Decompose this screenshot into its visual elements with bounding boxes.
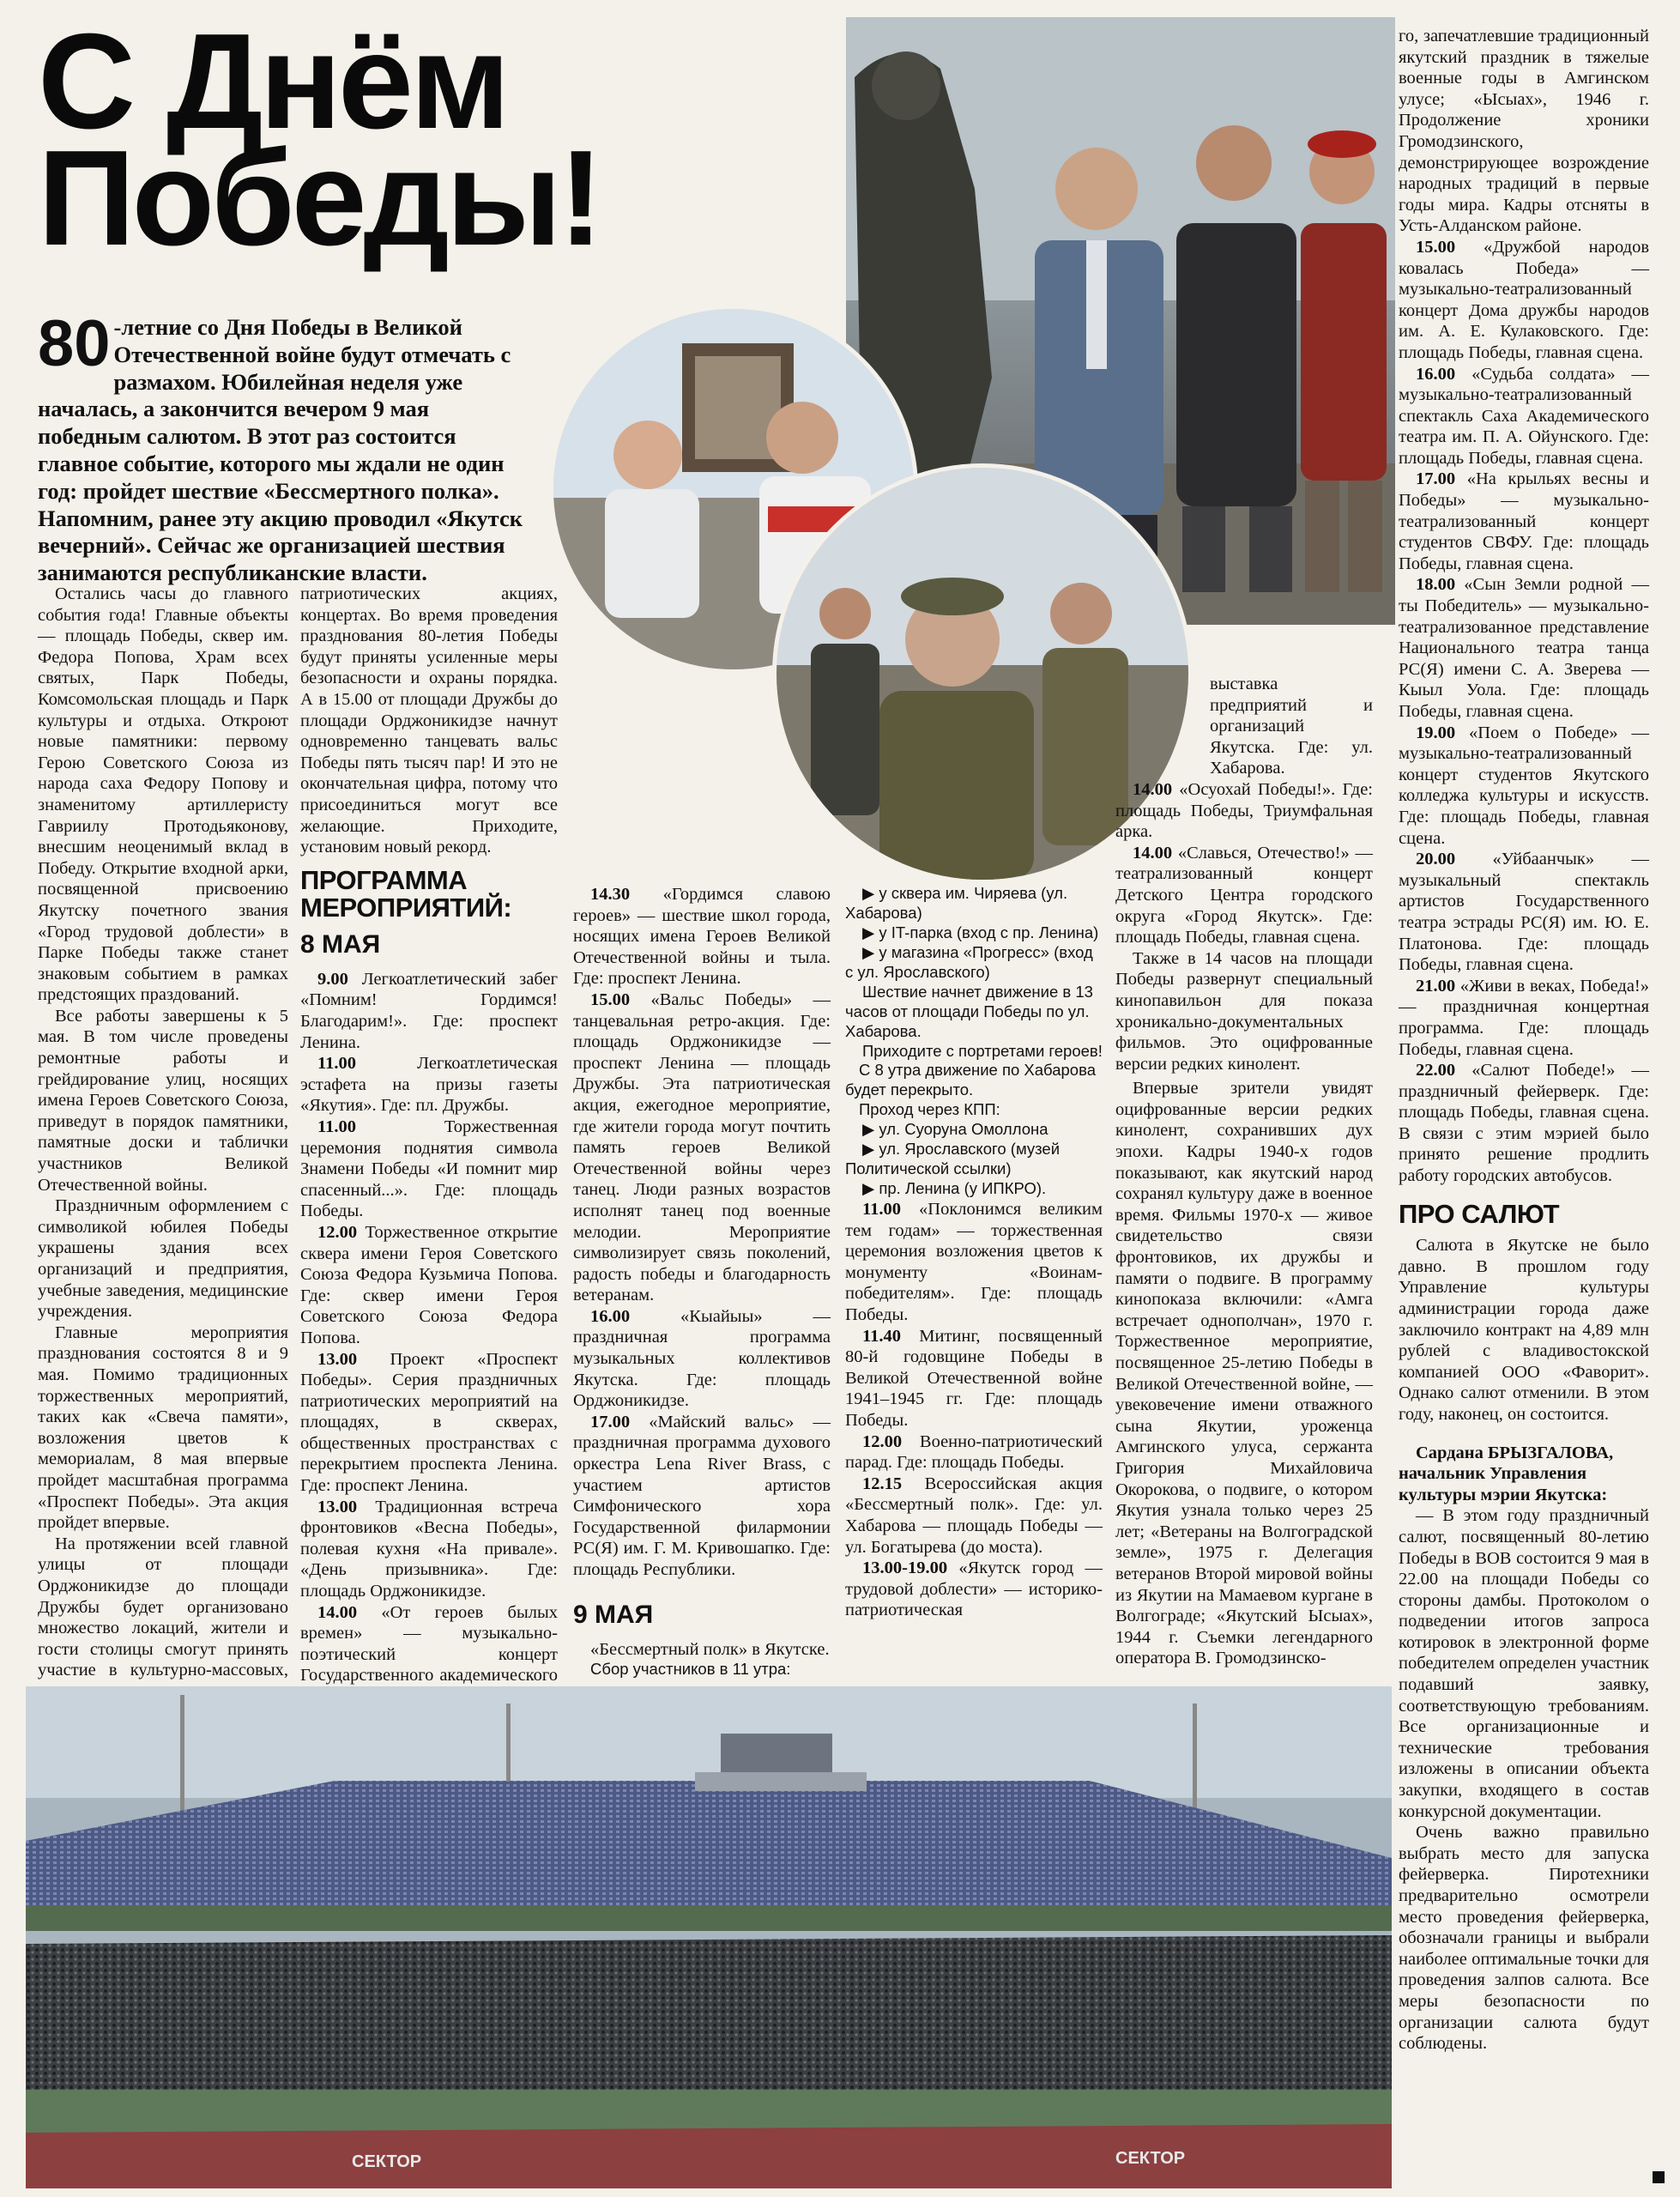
- col1-paragraph: Главные мероприятия празднования состоятся 8 и 9 мая. Помимо традиционных торжественных мероприятий, таких как «Свеча памяти», возложения цветов к мемориалам, 8 мая впервые пройдет масштабная программа «Проспект Победы». Эта акция пройдет впервые.: [38, 1322, 288, 1533]
- route-portraits: Приходите с портретами героев!: [862, 1041, 1103, 1060]
- salute-paragraph: — В этом году праздничный салют, посвященный 80-летию Победы в ВОВ состоится 9 мая в 22.00 на площади Победы со стороны дамбы. Протоколом о подведении итогов запроса котировок в электронной форме победителем определен участник подавший заявку, соответствующую требованиям. Все организационные и технические требования изложены в описании объекта закупки, входящего в состав конкурсной документации.: [1399, 1506, 1649, 1821]
- gather-point: ▶ у сквера им. Чиряева (ул. Хабарова): [845, 884, 1068, 922]
- gather-title: Сбор участников в 11 утра:: [590, 1660, 791, 1679]
- column-2: [300, 584, 558, 1792]
- gather-point: ▶ у магазина «Прогресс» (вход с ул. Ярославского): [845, 942, 1093, 981]
- event-item: 12.15 Всероссийская акция «Бессмертный полк». Где: ул. Хабарова — площадь Победы — ул. Богатырева (до моста).: [845, 1474, 1103, 1557]
- column-3: [573, 884, 831, 1680]
- event-item: 20.00 «Уйбаанчык» — музыкальный спектакль артистов Государственного театра эстрады РС(Я) им. Ю. Е. Платонова. Где: площадь Победы, главная сцена.: [1399, 850, 1650, 975]
- may9-title: 9 МАЯ: [573, 1600, 654, 1629]
- event-item: 14.00 «Осуохай Победы!». Где: площадь Победы, Триумфальная арка.: [1115, 779, 1373, 842]
- end-mark: [1653, 2171, 1665, 2183]
- stadium-sign: СЕКТОР: [1115, 2149, 1186, 2168]
- headline: С Днём Победы!: [38, 6, 601, 274]
- col6-intro: го, запечатлевшие традиционный якутский праздник в тяжелые военные годы в Амгинском улусе; «Ысыах», 1946 г. Продолжение хроники Громодзинского, демонстрирующее возрождение народных традиций в первые годы мира. Кадры отсняты в Усть-Алданском районе.: [1399, 27, 1649, 236]
- route-start: Шествие начнет движение в 13 часов от площади Победы по ул. Хабарова.: [845, 982, 1093, 1040]
- event-item: 21.00 «Живи в веках, Победа!» — праздничная концертная программа. Где: площадь Победы, главная сцена.: [1399, 976, 1650, 1059]
- event-item: 9.00 Легкоатлетический забег «Помним! Гордимся! Благодарим!». Где: проспект Ленина.: [300, 969, 558, 1052]
- photo-stadium: [26, 1686, 1392, 2188]
- triangle-icon: ▶: [862, 884, 875, 902]
- stadium-illustration: [26, 1686, 1392, 2188]
- event-item: 18.00 «Сын Земли родной — ты Победитель» — музыкально-театрализованное представление Национального театра танца РС(Я) имени С. А. Зверева — Кыыл Уола. Где: площадь Победы, главная сцена.: [1399, 575, 1649, 721]
- column-6: [1399, 26, 1649, 2055]
- event-item: 13.00 Традиционная встреча фронтовиков «Весна Победы», полевая кухня «На привале». «День призывника». Где: площадь Орджоникидзе.: [300, 1497, 558, 1601]
- column-5: [1115, 674, 1373, 1669]
- column-4: [845, 884, 1103, 1621]
- salute-paragraph: Очень важно правильно выбрать место для запуска фейерверка. Пиротехники предварительно осмотрели место проведения фейерверка, обозначали границы и выбрали наиболее оптимальные точки для проведения залпов салюта. Все меры безопасности по организации салюта будут соблюдены.: [1399, 1823, 1649, 2054]
- salute-paragraph: Салюта в Якутске не было давно. В прошлом году Управление культуры администрации города даже заключило контракт на 4,89 млн рублей с владивостокской компанией ООО «Фаворит». Однако салют отменили. В этом году, наконец, он состоится.: [1399, 1236, 1649, 1424]
- col5-intro: выставка предприятий и организаций Якутска. Где: ул. Хабарова.: [1210, 675, 1373, 778]
- event-item: 14.00 «Славься, Отечество!» — театрализованный концерт Детского Центра городского округа «Город Якутск». Где: площадь Победы, главная сцена.: [1115, 843, 1373, 947]
- kpp-point: ▶ ул. Ярославского (музей Политической ссылки): [845, 1140, 1061, 1178]
- kpp-point: ▶ пр. Ленина (у ИПКРО).: [862, 1179, 1047, 1198]
- event-item: 11.00 Легкоатлетическая эстафета на призы газеты «Якутия». Где: пл. Дружбы.: [300, 1054, 558, 1116]
- route-closed: С 8 утра движение по Хабарова будет перекрыто.: [845, 1061, 1096, 1099]
- event-item: 13.00-19.00 «Якутск город — трудовой доблести» — историко-патриотическая: [845, 1558, 1103, 1620]
- route-block: [845, 884, 1103, 1199]
- lead-text: -летние со Дня Победы в Великой Отечественной войне будут отмечать с размахом. Юбилейная неделя уже началась, а закончится вечером 9 мая победным салютом. В этот раз состоится главное событие, которого мы ждали не один год: пройдет шествие «Бессмертного полка». Напомним, ранее эту акцию проводил «Якутск вечерний». Сейчас же организацией шествия занимаются республиканские власти.: [38, 314, 523, 586]
- event-item: 19.00 «Поем о Победе» — музыкально-театрализованный концерт студентов Якутского колледжа культуры и искусств. Где: площадь Победы, главная сцена.: [1399, 723, 1649, 848]
- event-item: 17.00 «На крыльях весны и Победы» — музыкально-театрализованный концерт студентов СВФУ. Где: площадь Победы, главная сцена.: [1399, 469, 1649, 573]
- col5-paragraph: Впервые зрители увидят оцифрованные версии редких кинолент, сохранивших дух эпохи. Кадры 1940-х годов показывают, как якутский народ сохранял культуру даже в военное время. Фильмы 1970-х — живое свидетельство связи фронтовиков, их дружбы и памяти о подвиге. В программу кинопоказа включили: «Амга встречает однополчан», 1970 г. Торжественное мероприятие, посвященное 25-летию Победы в Великой Отечественной войне, — увековечение имени отважного сына Якутии, уроженца Амгинского улуса, сержанта Григория Михайловича Окорокова, о подвиге, о котором Якутия узнала только через 25 лет; «Ветераны на Волгоградской земле», 1975 г. Делегация ветеранов Второй мировой войны из Якутии на Мамаевом кургане в Волгограде; «Якутский Ысыах», 1944 г. Съемки легендарного оператора В. Громодзинско-: [1115, 1079, 1373, 1668]
- triangle-icon: ▶: [862, 1120, 875, 1139]
- may9-intro: «Бессмертный полк» в Якутске.: [590, 1639, 830, 1659]
- event-item: 11.40 Митинг, посвященный 80-й годовщине Победы в Великой Отечественной войне 1941–1945 гг. Где: площадь Победы.: [845, 1326, 1103, 1430]
- column-1: [38, 584, 288, 1702]
- event-item: 16.00 «Судьба солдата» — музыкально-театрализованный спектакль Саха Академического театра им. П. А. Ойунского. Где: площадь Победы, главная сцена.: [1399, 364, 1650, 468]
- kpp-point: ▶ ул. Суоруна Омоллона: [862, 1120, 1048, 1139]
- gather-point: ▶ у IT-парка (вход с пр. Ленина): [862, 923, 1099, 941]
- event-item: 22.00 «Салют Победе!» — праздничный фейерверк. Где: площадь Победы, главная сцена. В связи с этим мэрией было принято решение продлить работу городских автобусов.: [1399, 1061, 1649, 1186]
- event-item: 11.00 «Поклонимся великим тем годам» — торжественная церемония возложения цветов к монументу «Воинам-победителям». Где: площадь Победы.: [845, 1200, 1103, 1324]
- event-item: 12.00 Военно-патриотический парад. Где: площадь Победы.: [845, 1431, 1103, 1473]
- event-item: 15.00 «Дружбой народов ковалась Победа» — музыкально-театрализованный концерт Дома дружбы народов им. А. Е. Кулаковского. Где: площадь Победы, главная сцена.: [1399, 237, 1650, 362]
- col1-paragraph: Остались часы до главного события года! Главные объекты — площадь Победы, сквер им. Федора Попова, Храм всех святых, Парк Победы, Комсомольская площадь и Парк культуры и отдыха. Откроют новые памятники: первому Герою Советского Союза из народа саха Федору Попову и знаменитому артиллеристу Гавриилу Протодьяконову, внесшим неоценимый вклад в Победу. Открытие входной арки, посвященной присвоению Якутску почетного звания «Город трудовой доблести» в Парке Победы также станет знаковым событием в рамках предстоящих праздований.: [38, 584, 288, 1005]
- col2-intro: патриотических акциях, концертах. Во время проведения празднования 80-летия Победы будут приняты усиленные меры безопасности и охраны порядка. А в 15.00 от площади Дружбы до площади Орджоникидзе начнут одновременно танцевать вальс Победы пять тысяч пар! И это не окончательная цифра, потому что присоединиться могут все желающие. Приходите, установим новый рекорд.: [300, 584, 558, 857]
- col1-paragraph: Все работы завершены к 5 мая. В том числе проведены ремонтные работы и грейдирование улиц, носящих имена Героев Советского Союза, приведут в порядок памятники, памятные доски и таблички участников Великой Отечественной войны.: [38, 1006, 288, 1195]
- lead-number: 80: [38, 307, 111, 380]
- event-item: 15.00 «Вальс Победы» — танцевальная ретро-акция. Где: площадь Орджоникидзе — проспект Ленина — площадь Дружбы. Эта патриотическая акция, ежегодное мероприятие, где жители города могут почтить память героев Великой Отечественной войны через танец. Люди разных возрастов исполнят танец под военные мелодии. Мероприятие символизирует связь поколений, радость победы и благодарность ветеранам.: [573, 990, 831, 1305]
- kpp-title: Проход через КПП:: [859, 1100, 1000, 1119]
- event-item: 12.00 Торжественное открытие сквера имени Героя Советского Союза Федора Кузьмича Попова. Где: сквер имени Героя Советского Союза Федора Попова.: [300, 1222, 558, 1347]
- col1-paragraph: На протяжении всей главной улицы от площади Орджоникидзе до площади Дружбы будет организовано множество локаций, жители и гости столицы смогут принять участие в культурно-массовых,: [38, 1534, 288, 1680]
- salute-title: ПРО САЛЮТ: [1399, 1198, 1560, 1229]
- col5-paragraph: Также в 14 часов на площади Победы развернут специальный кинопавильон для показа хроникально-документальных фильмов. Это оцифрованные версии редких кинолент.: [1115, 948, 1373, 1074]
- lead-paragraph: [38, 307, 534, 587]
- event-item: 14.00 «От героев былых времен» — музыкально-поэтический концерт Государственного академического: [300, 1602, 558, 1686]
- event-item: 14.30 «Гордимся славою героев» — шествие школ города, носящих имена Героев Великой Отечественной войны и тыла. Где: проспект Ленина.: [573, 885, 831, 989]
- event-item: 16.00 «Кыайыы» — праздничная программа музыкальных коллективов Якутска. Где: площадь Орджоникидзе.: [573, 1306, 831, 1411]
- triangle-icon: ▶: [862, 923, 875, 941]
- col1-paragraph: Праздничным оформлением с символикой юбилея Победы украшены здания всех организаций и предприятия, учебные заведения, медицинские учреждения.: [38, 1196, 288, 1322]
- event-item: 11.00 Торжественная церемония поднятия символа Знамени Победы «И помнит мир спасенный...». Где: площадь Победы.: [300, 1117, 558, 1221]
- may8-title: 8 МАЯ: [300, 929, 381, 959]
- program-title: ПРОГРАММА МЕРОПРИЯТИЙ:: [300, 864, 512, 923]
- stadium-sign: СЕКТОР: [352, 2152, 422, 2171]
- event-item: 13.00 Проект «Проспект Победы». Серия праздничных патриотических мероприятий на площадях, в скверах, общественных пространствах с перекрытием проспекта Ленина. Где: проспект Ленина.: [300, 1349, 558, 1496]
- signature: Сардана БРЫЗГАЛОВА, начальник Управления культуры мэрии Якутска:: [1399, 1443, 1614, 1504]
- triangle-icon: ▶: [862, 942, 875, 961]
- triangle-icon: ▶: [862, 1179, 875, 1198]
- triangle-icon: ▶: [862, 1140, 875, 1159]
- event-item: 17.00 «Майский вальс» — праздничная программа духового оркестра Lena River Brass, с участием артистов Симфонического хора Государственной филармонии РС(Я) им. Г. М. Кривошапко. Где: площадь Республики.: [573, 1412, 831, 1579]
